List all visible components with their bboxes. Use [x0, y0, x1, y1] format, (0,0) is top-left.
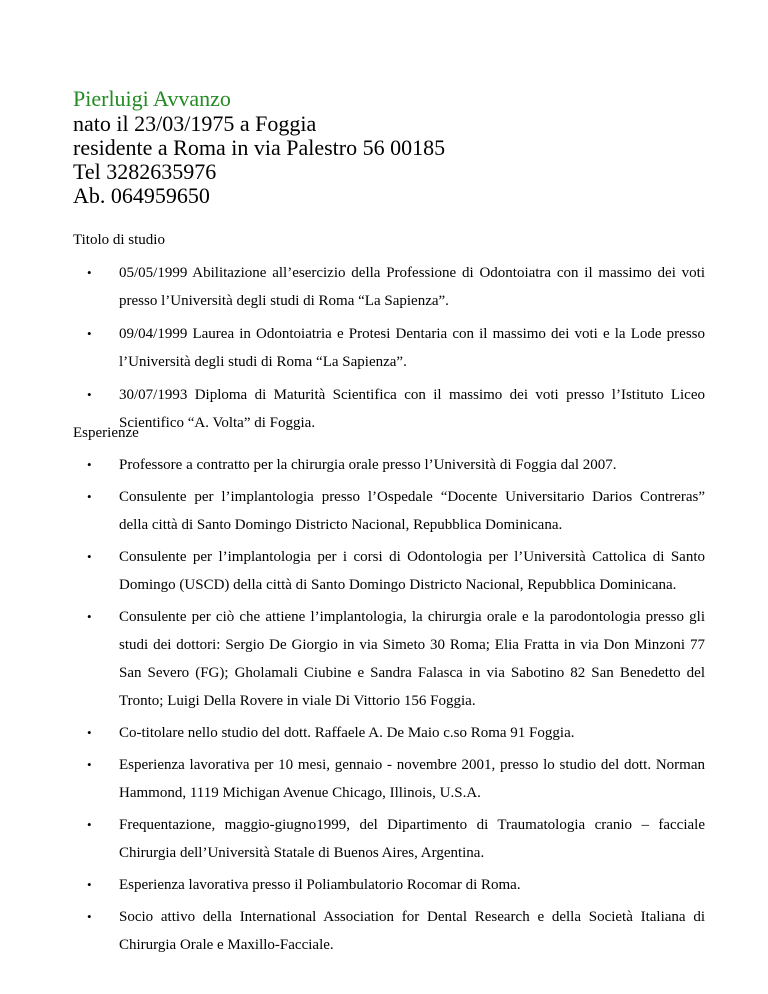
list-item	[73, 751, 705, 807]
cv-header	[73, 86, 693, 208]
bullet-icon: •	[87, 609, 92, 624]
list-item-text: 05/05/1999 Abilitazione all’esercizio della Professione di Odontoiatra con il massimo dei voti presso l’Università degli studi di Roma “La Sapienza”.	[119, 265, 705, 309]
bullet-icon: •	[87, 549, 92, 564]
section-titolo-di-studio	[73, 230, 705, 442]
list-item	[73, 259, 705, 315]
list-item	[73, 451, 705, 479]
bullet-icon: •	[87, 265, 92, 280]
bullet-icon: •	[87, 457, 92, 472]
bullet-icon: •	[87, 877, 92, 892]
section-title: Titolo di studio	[73, 232, 165, 248]
birth-info: nato il 23/03/1975 a Foggia	[73, 111, 317, 136]
bullet-icon: •	[87, 326, 92, 341]
residence-info: residente a Roma in via Palestro 56 00185	[73, 135, 446, 160]
experience-list	[73, 451, 705, 959]
section-title: Esperienze	[73, 425, 139, 441]
list-item-text: Co-titolare nello studio del dott. Raffaele A. De Maio c.so Roma 91 Foggia.	[119, 725, 575, 741]
phone-info: Tel 3282635976	[73, 159, 217, 184]
list-item	[73, 719, 705, 747]
list-item	[73, 603, 705, 715]
section-esperienze	[73, 423, 705, 963]
education-list	[73, 259, 705, 437]
list-item-text: 30/07/1993 Diploma di Maturità Scientifica con il massimo dei voti presso l’Istituto Liceo Scientifico “A. Volta” di Foggia.	[119, 387, 705, 431]
bullet-icon: •	[87, 725, 92, 740]
list-item	[73, 811, 705, 867]
home-phone-info: Ab. 064959650	[73, 183, 210, 208]
list-item-text: Socio attivo della International Association for Dental Research e della Società Italiana di Chirurgia Orale e Maxillo-Facciale.	[119, 909, 705, 953]
list-item-text: Consulente per l’implantologia per i corsi di Odontologia per l’Università Cattolica di Santo Domingo (USCD) della città di Santo Domingo Districto Nacional, Repubblica Dominicana.	[119, 549, 705, 593]
list-item-text: Consulente per ciò che attiene l’implantologia, la chirurgia orale e la parodontologia presso gli studi dei dottori: Sergio De Giorgio in via Simeto 30 Roma; Elia Fratta in via Don Minzoni 77 San Severo (FG); Gholamali Ciubine e Sandra Falasca in via Sabotino 82 San Benedetto del Tronto; Luigi Della Rovere in viale Di Vittorio 156 Foggia.	[119, 609, 705, 709]
list-item-text: 09/04/1999 Laurea in Odontoiatria e Protesi Dentaria con il massimo dei voti e la Lode presso l’Università degli studi di Roma “La Sapienza”.	[119, 326, 705, 370]
list-item-text: Frequentazione, maggio-giugno1999, del Dipartimento di Traumatologia cranio – facciale Chirurgia dell’Università Statale di Buenos Aires, Argentina.	[119, 817, 705, 861]
person-name: Pierluigi Avvanzo	[73, 86, 231, 111]
list-item-text: Professore a contratto per la chirurgia orale presso l’Università di Foggia dal 2007.	[119, 457, 617, 473]
list-item	[73, 543, 705, 599]
bullet-icon: •	[87, 757, 92, 772]
list-item-text: Consulente per l’implantologia presso l’Ospedale “Docente Universitario Darios Contreras” della città di Santo Domingo Districto Nacional, Repubblica Dominicana.	[119, 489, 705, 533]
bullet-icon: •	[87, 817, 92, 832]
bullet-icon: •	[87, 909, 92, 924]
list-item-text: Esperienza lavorativa per 10 mesi, gennaio - novembre 2001, presso lo studio del dott. Norman Hammond, 1119 Michigan Avenue Chicago, Illinois, U.S.A.	[119, 757, 705, 801]
list-item	[73, 903, 705, 959]
list-item	[73, 871, 705, 899]
list-item-text: Esperienza lavorativa presso il Poliambulatorio Rocomar di Roma.	[119, 877, 521, 893]
bullet-icon: •	[87, 387, 92, 402]
list-item	[73, 320, 705, 376]
bullet-icon: •	[87, 489, 92, 504]
list-item	[73, 483, 705, 539]
